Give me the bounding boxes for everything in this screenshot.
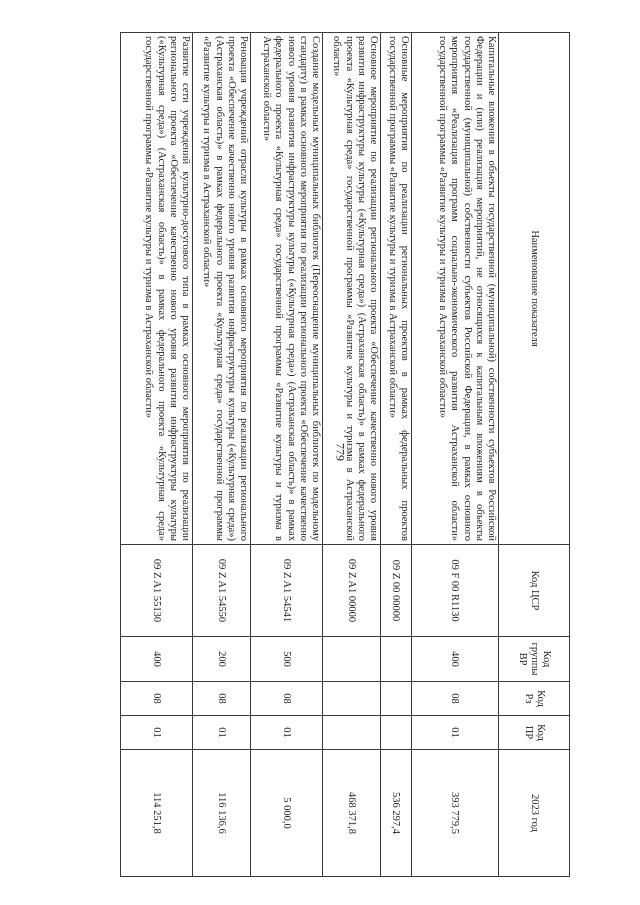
row-rz: 08 <box>412 682 499 716</box>
row-vr <box>381 637 412 682</box>
row-pr: 01 <box>251 716 323 750</box>
row-vr: 500 <box>251 637 323 682</box>
row-vr: 400 <box>412 637 499 682</box>
row-rz <box>381 682 412 716</box>
header-vr: Код группы ВР <box>499 637 570 682</box>
row-year: 468 371,8 <box>323 750 381 877</box>
row-csr: 09 Z A1 55130 <box>121 545 193 637</box>
table-row <box>381 33 412 877</box>
header-rz: Код Рз <box>499 682 570 716</box>
row-year: 114 251,8 <box>121 750 193 877</box>
row-rz: 08 <box>251 682 323 716</box>
row-csr: 09 Z A1 54541 <box>251 545 323 637</box>
row-name: Капитальные вложения в объекты государственной (муниципальной) собственности субъектов Российской Федерации и (или) реализация мероприятий, не относящихся к капитальным вложениям в объекты государственной (муниципальной) собственности субъектов Российской Федерации, в рамках основного мероприятия «Реализация программ социально-экономического развития Астраханской области» государственной программы «Развитие культуры и туризма в Астраханской области» <box>412 33 499 545</box>
row-vr: 200 <box>193 637 251 682</box>
row-pr <box>323 716 381 750</box>
page-number: 779 <box>333 443 348 461</box>
header-name: Наименование показателя <box>499 33 570 545</box>
header-csr: Код ЦСР <box>499 545 570 637</box>
row-year: 393 779,5 <box>412 750 499 877</box>
row-csr: 09 Z 00 00000 <box>381 545 412 637</box>
row-csr: 09 Z A1 54550 <box>193 545 251 637</box>
row-pr: 01 <box>412 716 499 750</box>
table-row <box>323 33 381 877</box>
row-year: 536 297,4 <box>381 750 412 877</box>
row-rz <box>323 682 381 716</box>
row-year: 5 000,0 <box>251 750 323 877</box>
table-row <box>412 33 499 877</box>
budget-table <box>120 32 570 877</box>
header-pr: Код ПР <box>499 716 570 750</box>
row-rz: 08 <box>193 682 251 716</box>
row-vr <box>323 637 381 682</box>
table-row <box>251 33 323 877</box>
row-name: Реновация учреждений отрасли культуры в рамках основного мероприятия по реализации регионального проекта «Обеспечение качественно нового уровня развития инфраструктуры культуры («Культурная среда») (Астраханская область)» в рамках федерального проекта «Культурная среда» государственной программы «Развитие культуры и туризма в Астраханской области» <box>193 33 251 545</box>
table-row <box>193 33 251 877</box>
row-csr: 09 F 00 R1130 <box>412 545 499 637</box>
table-row <box>121 33 193 877</box>
row-pr: 01 <box>193 716 251 750</box>
row-name: Развитие сети учреждений культурно-досугового типа в рамках основного мероприятия по реализации регионального проекта «Обеспечение качественно нового уровня развития инфраструктуры культуры («Культурная среда») (Астраханская область)» в рамках федерального проекта «Культурная среда» государственной программы «Развитие культуры и туризма в Астраханской области» <box>121 33 193 545</box>
row-name: Создание модельных муниципальных библиотек (Переоснащение муниципальных библиотек по модельному стандарту) в рамках основного мероприятия по реализации регионального проекта «Обеспечение качественно нового уровня развития инфраструктуры культуры («Культурная среда») (Астраханская область)» в рамках федерального проекта «Культурная среда» государственной программы «Развитие культуры и туризма в Астраханской области» <box>251 33 323 545</box>
header-year: 2023 год <box>499 750 570 877</box>
row-pr: 01 <box>121 716 193 750</box>
row-vr: 400 <box>121 637 193 682</box>
row-name: Основные мероприятия по реализации региональных проектов в рамках федеральных проектов государственной программы «Развитие культуры и туризма в Астраханской области» <box>381 33 412 545</box>
row-name: Основное мероприятие по реализации регионального проекта «Обеспечение качественно нового уровня развития инфраструктуры культуры («Культурная среда») (Астраханская область)» в рамках федерального проекта «Культурная среда» государственной программы «Развитие культуры и туризма в Астраханской области» <box>323 33 381 545</box>
row-year: 116 136,6 <box>193 750 251 877</box>
row-pr <box>381 716 412 750</box>
row-rz: 08 <box>121 682 193 716</box>
row-csr: 09 Z A1 00000 <box>323 545 381 637</box>
rotated-table-container <box>140 32 570 876</box>
table-header-row <box>499 33 570 877</box>
